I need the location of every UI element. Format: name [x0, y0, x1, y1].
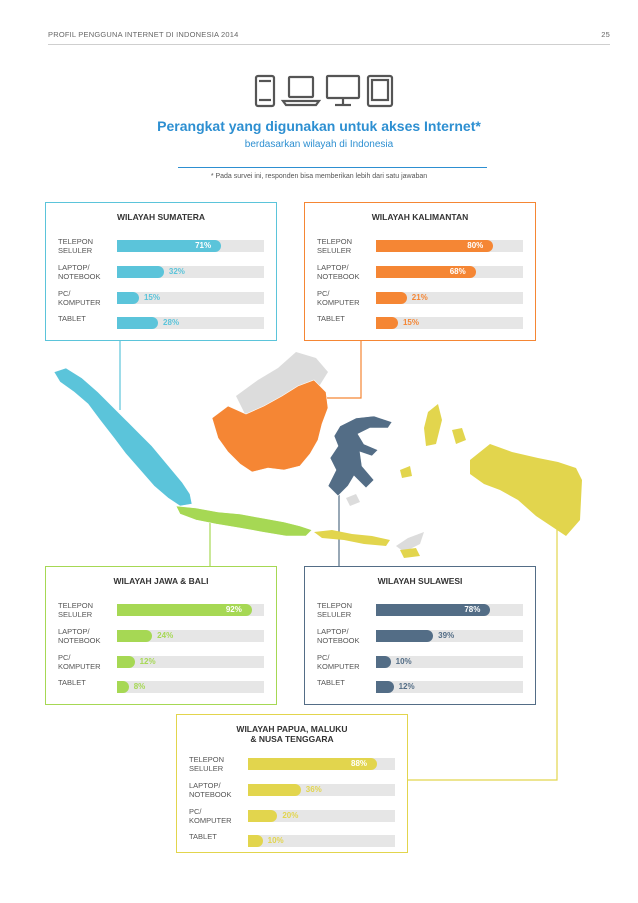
- bar-value-label: 24%: [157, 631, 174, 640]
- bar-category-label: TABLET: [58, 314, 86, 323]
- bar: [376, 292, 407, 304]
- bar-row: [189, 807, 395, 829]
- bar-value-label: 36%: [305, 785, 322, 794]
- bar-track: [117, 292, 264, 304]
- bar: [248, 784, 301, 796]
- bar-category-label: LAPTOP/ NOTEBOOK: [189, 781, 232, 799]
- bar-row: [58, 627, 264, 649]
- panel-title: WILAYAH SULAWESI: [377, 576, 463, 586]
- bar-value-label: 39%: [438, 631, 455, 640]
- bar: [117, 630, 152, 642]
- bar-track: [376, 604, 523, 616]
- bar-value-label: 15%: [143, 293, 160, 302]
- bar-row: [317, 314, 523, 336]
- bar-row: [58, 678, 264, 700]
- bar: [248, 810, 277, 822]
- map-region-jawa-bali: [176, 506, 312, 536]
- bar-track: [117, 630, 264, 642]
- panel-title: WILAYAH JAWA & BALI: [113, 576, 209, 586]
- bar-category-label: LAPTOP/ NOTEBOOK: [317, 263, 360, 281]
- bar: [117, 656, 135, 668]
- page-header-title: PROFIL PENGGUNA INTERNET DI INDONESIA 2014: [48, 30, 239, 39]
- bar-value-label: 92%: [225, 605, 242, 614]
- bar: [376, 681, 394, 693]
- bar-value-label: 78%: [464, 605, 481, 614]
- bar-track: [117, 656, 264, 668]
- panel-wilayah-papua-maluku-nusa-tenggara: [176, 714, 408, 853]
- bar-value-label: 8%: [133, 682, 146, 691]
- bar-value-label: 12%: [398, 682, 415, 691]
- bar-track: [117, 681, 264, 693]
- bar: [117, 681, 129, 693]
- bar-row: [317, 678, 523, 700]
- bar-value-label: 10%: [267, 836, 284, 845]
- bar-category-label: PC/ KOMPUTER: [189, 807, 232, 825]
- bar-row: [189, 832, 395, 854]
- bar-row: [189, 755, 395, 777]
- bar-category-label: TELEPON SELULER: [317, 601, 353, 619]
- bar-row: [58, 289, 264, 311]
- bar-row: [58, 263, 264, 285]
- bar: [117, 317, 158, 329]
- bar-track: [376, 656, 523, 668]
- bar-category-label: PC/ KOMPUTER: [317, 653, 360, 671]
- bar-value-label: 10%: [395, 657, 412, 666]
- bar-track: [117, 604, 264, 616]
- bar-value-label: 88%: [351, 759, 368, 768]
- bar-row: [58, 314, 264, 336]
- panel-title: WILAYAH PAPUA, MALUKU & NUSA TENGGARA: [236, 724, 348, 744]
- bar-value-label: 71%: [195, 241, 212, 250]
- bar-row: [58, 237, 264, 259]
- bar-value-label: 32%: [168, 267, 185, 276]
- bar: [117, 266, 164, 278]
- bar-track: [248, 784, 395, 796]
- panel-title: WILAYAH KALIMANTAN: [371, 212, 469, 222]
- bar-category-label: LAPTOP/ NOTEBOOK: [58, 627, 101, 645]
- map-region-sulawesi: [328, 416, 392, 496]
- bar-value-label: 28%: [163, 318, 180, 327]
- bar-value-label: 21%: [411, 293, 428, 302]
- bar-category-label: TABLET: [317, 314, 345, 323]
- bar-category-label: PC/ KOMPUTER: [58, 653, 101, 671]
- bar-row: [317, 601, 523, 623]
- page-title: Perangkat yang digunakan untuk akses Internet*: [157, 118, 481, 134]
- bar-track: [117, 240, 264, 252]
- bar-track: [376, 630, 523, 642]
- bar-row: [317, 237, 523, 259]
- bar-category-label: TELEPON SELULER: [189, 755, 225, 773]
- bar-category-label: LAPTOP/ NOTEBOOK: [58, 263, 101, 281]
- bar-track: [248, 810, 395, 822]
- bar-category-label: TABLET: [58, 678, 86, 687]
- bar-value-label: 68%: [449, 267, 466, 276]
- bar-row: [58, 601, 264, 623]
- bar-row: [189, 781, 395, 803]
- bar-value-label: 80%: [467, 241, 484, 250]
- bar-track: [248, 758, 395, 770]
- bar-track: [376, 292, 523, 304]
- bar-track: [376, 266, 523, 278]
- panel-wilayah-jawa-bali: [45, 566, 277, 705]
- bar-track: [117, 266, 264, 278]
- bar: [248, 835, 263, 847]
- bar-track: [376, 240, 523, 252]
- bar-track: [376, 317, 523, 329]
- bar-row: [317, 653, 523, 675]
- bar-row: [58, 653, 264, 675]
- bar-track: [248, 835, 395, 847]
- bar-track: [376, 681, 523, 693]
- panel-wilayah-sulawesi: [304, 566, 536, 705]
- panel-title: WILAYAH SUMATERA: [117, 212, 205, 222]
- bar: [376, 656, 391, 668]
- bar-value-label: 12%: [139, 657, 156, 666]
- bar-category-label: TELEPON SELULER: [317, 237, 353, 255]
- bar-category-label: TELEPON SELULER: [58, 237, 94, 255]
- bar-category-label: PC/ KOMPUTER: [58, 289, 101, 307]
- panel-wilayah-sumatera: [45, 202, 277, 341]
- bar: [117, 292, 139, 304]
- page-number: 25: [601, 30, 610, 39]
- footnote: * Pada survei ini, responden bisa memberikan lebih dari satu jawaban: [210, 173, 428, 180]
- bar-row: [317, 289, 523, 311]
- bar-category-label: PC/ KOMPUTER: [317, 289, 360, 307]
- page-subtitle: berdasarkan wilayah di Indonesia: [244, 139, 394, 150]
- map-region-sumatera: [54, 368, 192, 506]
- bar-row: [317, 627, 523, 649]
- bar: [376, 630, 433, 642]
- bar-value-label: 20%: [282, 811, 299, 820]
- bar: [376, 317, 398, 329]
- panel-wilayah-kalimantan: [304, 202, 536, 341]
- bar-category-label: LAPTOP/ NOTEBOOK: [317, 627, 360, 645]
- bar-row: [317, 263, 523, 285]
- bar-track: [117, 317, 264, 329]
- bar-category-label: TABLET: [317, 678, 345, 687]
- bar-category-label: TELEPON SELULER: [58, 601, 94, 619]
- bar-category-label: TABLET: [189, 832, 217, 841]
- bar-value-label: 15%: [402, 318, 419, 327]
